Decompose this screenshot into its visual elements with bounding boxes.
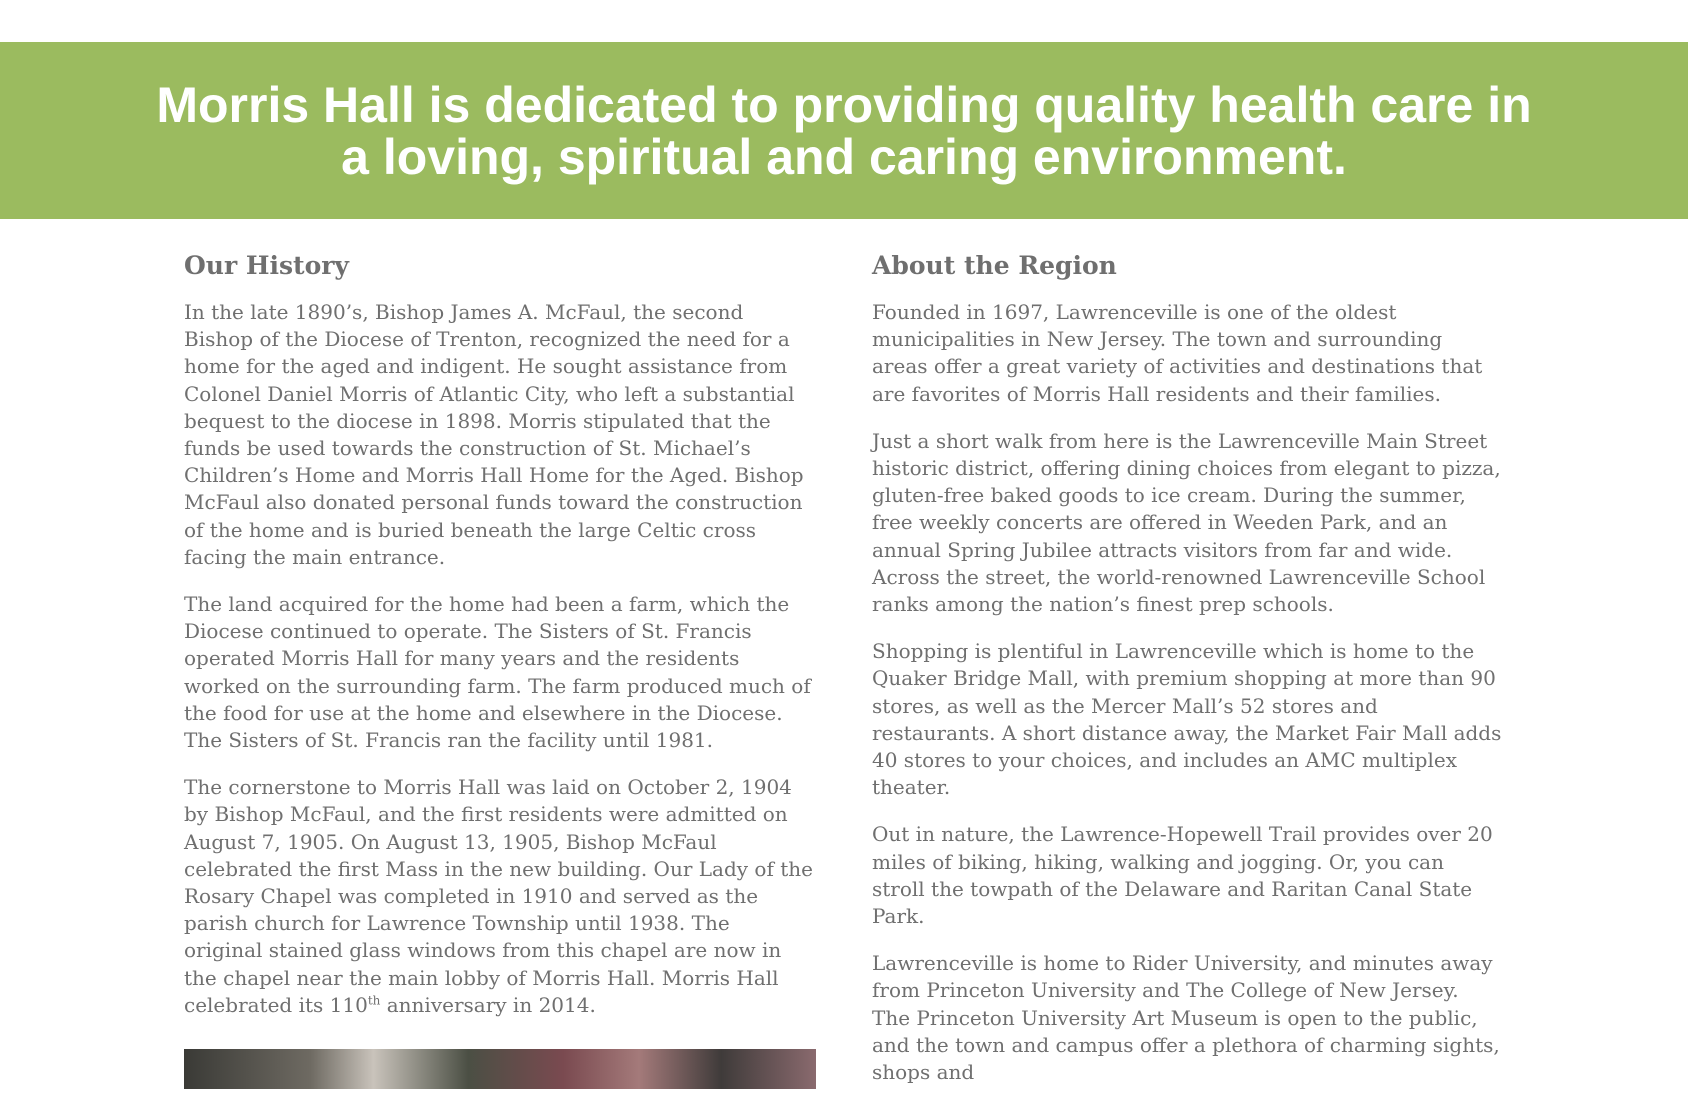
region-heading: About the Region <box>872 251 1117 280</box>
region-paragraph-5: Lawrenceville is home to Rider University, and minutes away from Princeton University and The College of New Jersey. The Princeton University Art Museum is open to the public, and the town and campus offer a plethora of charming sights, shops and <box>872 951 1500 1085</box>
history-paragraph-3 <box>184 774 814 1019</box>
region-paragraph-4: Out in nature, the Lawrence-Hopewell Trail provides over 20 miles of biking, hiking, walking and jogging. Or, you can stroll the towpath of the Delaware and Raritan Canal State Park. <box>872 822 1493 929</box>
region-column <box>872 249 1502 1106</box>
history-paragraph-3-text: The cornerstone to Morris Hall was laid on October 2, 1904 by Bishop McFaul, and the first residents were admitted on August 7, 1905. On August 13, 1905, Bishop McFaul celebrated the first Mass in the new building. Our Lady of the Rosary Chapel was completed in 1910 and served as the parish church for Lawrence Township until 1938. The original stained glass windows from this chapel are now in the chapel near the main lobby of Morris Hall. Morris Hall celebrated its 110 <box>184 775 813 1017</box>
region-paragraph-1: Founded in 1697, Lawrenceville is one of the oldest municipalities in New Jersey. The town and surrounding areas offer a great variety of activities and destinations that are favorites of Morris Hall residents and their families. <box>872 300 1483 406</box>
top-spacer <box>0 0 1688 42</box>
mission-statement: Morris Hall is dedicated to providing quality health care in a loving, spiritual and caring environment. <box>156 76 1532 185</box>
history-column <box>184 249 814 1089</box>
history-paragraph-2: The land acquired for the home had been a farm, which the Diocese continued to operate. The Sisters of St. Francis operated Morris Hall for many years and the residents worked on the surrounding farm. The farm produced much of the food for use at the home and elsewhere in the Diocese. The Sisters of St. Francis ran the facility until 1981. <box>184 592 811 753</box>
main-content <box>0 219 1688 1085</box>
region-paragraph-3: Shopping is plentiful in Lawrenceville which is home to the Quaker Bridge Mall, with premium shopping at more than 90 stores, as well as the Mercer Mall’s 52 stores and restaurants. A short distance away, the Market Fair Mall adds 40 stores to your choices, and includes an AMC multiplex theater. <box>872 639 1502 800</box>
ordinal-suffix: th <box>367 993 381 1008</box>
history-paragraph-3-end: anniversary in 2014. <box>380 992 596 1017</box>
history-heading: Our History <box>184 251 349 280</box>
mission-banner <box>0 42 1688 219</box>
history-paragraph-1: In the late 1890’s, Bishop James A. McFaul, the second Bishop of the Diocese of Trenton, recognized the need for a home for the aged and indigent. He sought assistance from Colonel Daniel Morris of Atlantic City, who left a substantial bequest to the diocese in 1898. Morris stipulated that the funds be used towards the construction of St. Michael’s Children’s Home and Morris Hall Home for the Aged. Bishop McFaul also donated personal funds toward the construction of the home and is buried beneath the large Celtic cross facing the main entrance. <box>184 300 804 569</box>
history-photo <box>184 1049 816 1089</box>
region-paragraph-2: Just a short walk from here is the Lawrenceville Main Street historic district, offering dining choices from elegant to pizza, gluten-free baked goods to ice cream. During the summer, free weekly concerts are offered in Weeden Park, and an annual Spring Jubilee attracts visitors from far and wide. Across the street, the world-renowned Lawrenceville School ranks among the nation’s finest prep schools. <box>872 428 1501 617</box>
